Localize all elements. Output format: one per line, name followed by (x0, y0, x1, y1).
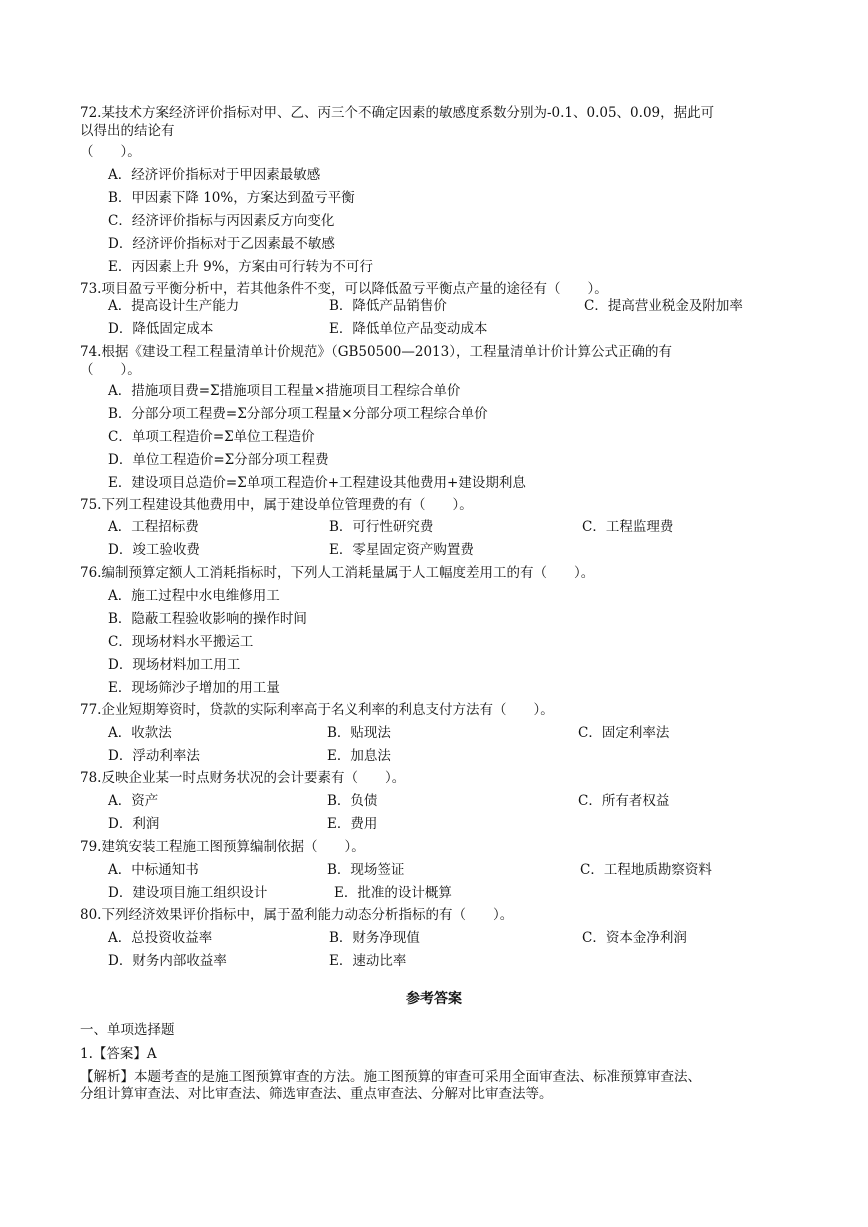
q75-stem: 75.下列工程建设其他费用中，属于建设单位管理费的有（ ）。 (80, 497, 473, 513)
q74-option-a: A．措施项目费=Σ措施项目工程量×措施项目工程综合单价 (108, 383, 461, 399)
q78-option-a: A．资产 (108, 793, 159, 809)
answer-1-analysis-line-1: 【解析】本题考查的是施工图预算审查的方法。施工图预算的审查可采用全面审查法、标准预算审查法、 (80, 1069, 701, 1085)
q74-option-e: E．建设项目总造价=Σ单项工程造价+工程建设其他费用+建设期利息 (108, 475, 526, 491)
q72-stem-line-3: （ ）。 (80, 144, 141, 160)
q72-option-d: D．经济评价指标对于乙因素最不敏感 (108, 236, 335, 252)
q76-stem: 76.编制预算定额人工消耗指标时，下列人工消耗量属于人工幅度差用工的有（ ）。 (80, 565, 595, 581)
q76-option-a: A．施工过程中水电维修用工 (108, 588, 280, 604)
q74-stem-line-2: （ ）。 (80, 362, 141, 378)
q80-option-c: C．资本金净利润 (582, 930, 687, 946)
q79-option-d: D．建设项目施工组织设计 (108, 885, 268, 901)
q80-stem: 80.下列经济效果评价指标中，属于盈利能力动态分析指标的有（ ）。 (80, 907, 514, 923)
q77-option-b: B．贴现法 (327, 725, 391, 741)
q76-option-c: C．现场材料水平搬运工 (108, 634, 254, 650)
q78-option-e: E．费用 (327, 816, 378, 832)
q74-option-c: C．单项工程造价=Σ单位工程造价 (108, 429, 315, 445)
q78-option-c: C．所有者权益 (578, 793, 670, 809)
q72-option-b: B．甲因素下降 10%，方案达到盈亏平衡 (108, 190, 355, 206)
q75-option-d: D．竣工验收费 (108, 542, 200, 558)
q74-option-d: D．单位工程造价=Σ分部分项工程费 (108, 452, 329, 468)
answer-1: 1.【答案】A (80, 1046, 157, 1062)
q77-option-e: E．加息法 (327, 748, 391, 764)
q75-option-a: A．工程招标费 (108, 519, 199, 535)
q72-option-c: C．经济评价指标与丙因素反方向变化 (108, 213, 335, 229)
q75-option-b: B．可行性研究费 (329, 519, 434, 535)
q73-option-e: E．降低单位产品变动成本 (329, 321, 488, 337)
q73-option-a: A．提高设计生产能力 (108, 298, 240, 314)
q78-stem: 78.反映企业某一时点财务状况的会计要素有（ ）。 (80, 770, 406, 786)
q73-stem: 73.项目盈亏平衡分析中，若其他条件不变，可以降低盈亏平衡点产量的途径有（ ）。 (80, 281, 608, 297)
q74-stem-line-1: 74.根据《建设工程工程量清单计价规范》（GB50500—2013），工程量清单计价计算公式正确的有 (80, 344, 672, 360)
q72-stem-line-1: 72.某技术方案经济评价指标对甲、乙、丙三个不确定因素的敏感度系数分别为-0.1、0.05、0.09，据此可 (80, 105, 715, 121)
q79-option-c: C．工程地质勘察资料 (580, 862, 712, 878)
q76-option-b: B．隐蔽工程验收影响的操作时间 (108, 611, 307, 627)
q77-option-d: D．浮动利率法 (108, 748, 200, 764)
q78-option-d: D．利润 (108, 816, 160, 832)
answers-section-heading: 一、单项选择题 (80, 1022, 175, 1038)
q75-option-c: C．工程监理费 (582, 519, 674, 535)
q74-option-b: B．分部分项工程费=Σ分部分项工程量×分部分项工程综合单价 (108, 406, 488, 422)
q79-option-e: E．批准的设计概算 (334, 885, 452, 901)
q77-stem: 77.企业短期筹资时，贷款的实际利率高于名义利率的利息支付方法有（ ）。 (80, 702, 554, 718)
q80-option-b: B．财务净现值 (329, 930, 420, 946)
q76-option-d: D．现场材料加工用工 (108, 657, 241, 673)
q79-stem: 79.建筑安装工程施工图预算编制依据（ ）。 (80, 839, 365, 855)
q73-option-d: D．降低固定成本 (108, 321, 214, 337)
q72-stem-line-2: 以得出的结论有 (80, 123, 175, 139)
q73-option-c: C．提高营业税金及附加率 (584, 298, 743, 314)
q79-option-a: A．中标通知书 (108, 862, 199, 878)
q79-option-b: B．现场签证 (327, 862, 405, 878)
q80-option-d: D．财务内部收益率 (108, 953, 227, 969)
q78-option-b: B．负债 (327, 793, 378, 809)
q80-option-a: A．总投资收益率 (108, 930, 213, 946)
answers-title: 参考答案 (406, 991, 462, 1007)
q80-option-e: E．速动比率 (329, 953, 407, 969)
q76-option-e: E．现场筛沙子增加的用工量 (108, 680, 280, 696)
q72-option-a: A．经济评价指标对于甲因素最敏感 (108, 167, 321, 183)
answer-1-analysis-line-2: 分组计算审查法、对比审查法、筛选审查法、重点审查法、分解对比审查法等。 (80, 1086, 553, 1102)
q77-option-a: A．收款法 (108, 725, 172, 741)
q77-option-c: C．固定利率法 (578, 725, 670, 741)
q73-option-b: B．降低产品销售价 (329, 298, 447, 314)
q75-option-e: E．零星固定资产购置费 (329, 542, 474, 558)
q72-option-e: E．丙因素上升 9%，方案由可行转为不可行 (108, 259, 374, 275)
